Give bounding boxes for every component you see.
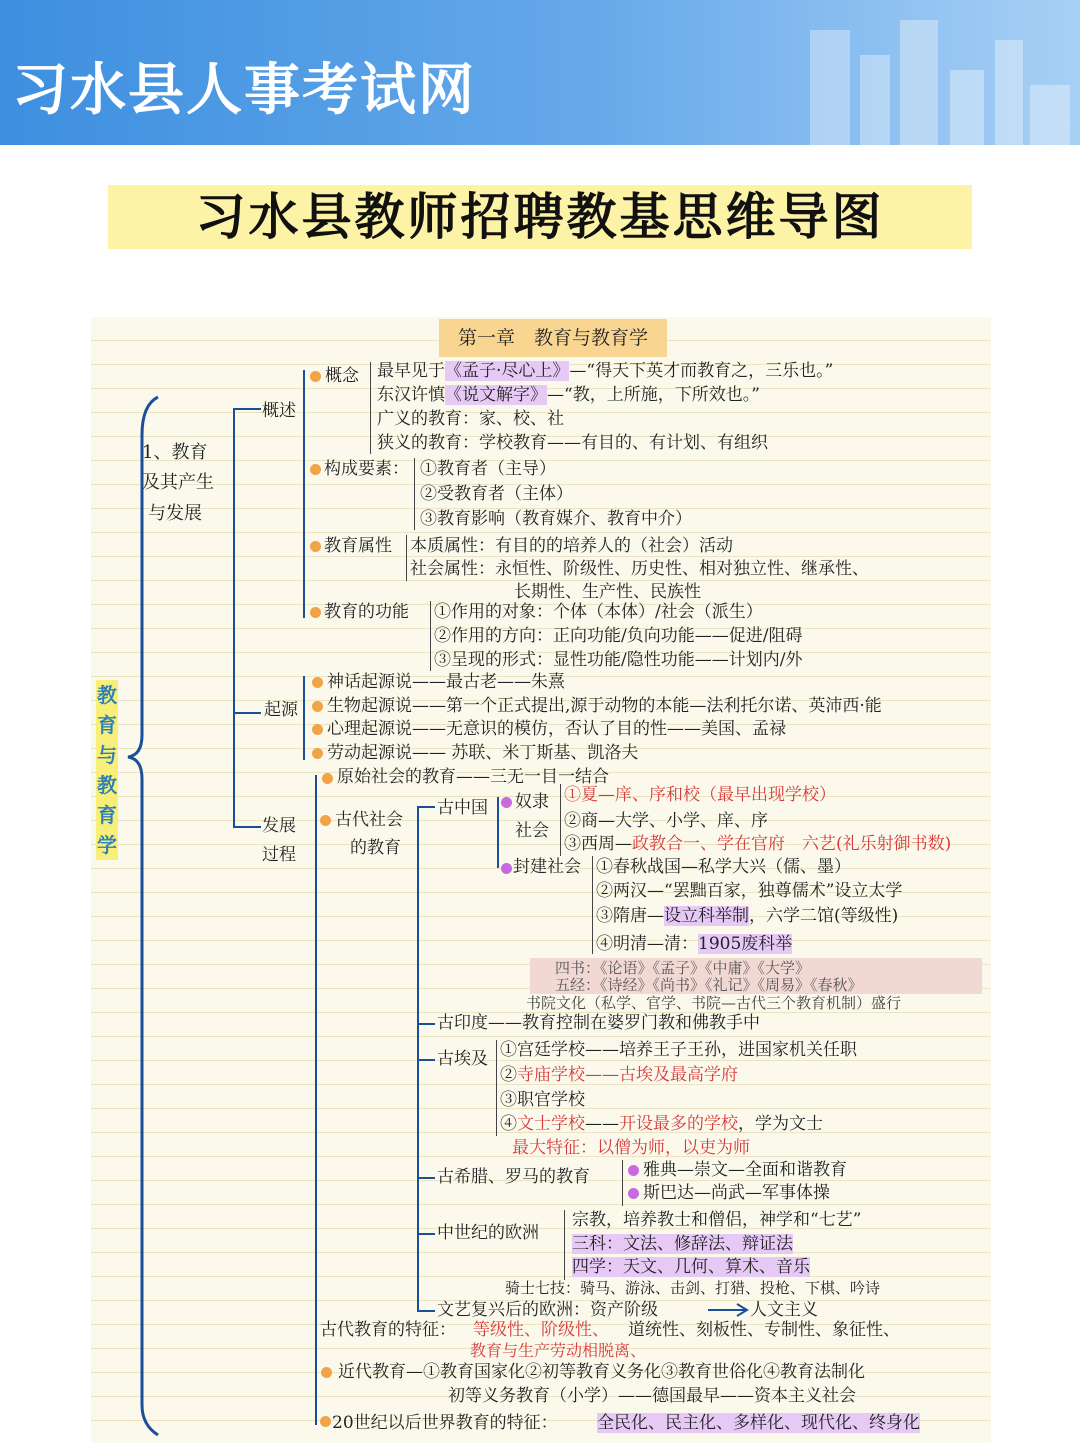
greece-rome-label: 古希腊、罗马的教育 — [437, 1167, 590, 1187]
ancient-features-red: 教育与生产劳动相脱离、 — [470, 1341, 647, 1360]
bullet-dot — [320, 1416, 331, 1427]
renaissance-result: 人文主义 — [750, 1300, 818, 1320]
five-classics: 五经：《诗经》《尚书》《礼记》《周易》《春秋》 — [555, 976, 863, 994]
bullet-dot — [322, 773, 333, 784]
func-line: ①作用的对象：个体（本体）/社会（派生） — [434, 602, 763, 622]
development-connector — [315, 775, 317, 1425]
element-item: ①教育者（主导） — [420, 459, 556, 479]
connector — [417, 1233, 435, 1235]
egypt-item: ②寺庙学校——古埃及最高学府 — [500, 1065, 738, 1085]
knight-skills: 骑士七技：骑马、游泳、击剑、打猎、投枪、下棋、吟诗 — [505, 1279, 881, 1297]
concept-line: 最早见于《孟子·尽心上》—“得天下英才而教育之，三乐也。” — [377, 361, 834, 381]
bullet-dot — [321, 1367, 332, 1378]
func-line: ③呈现的形式：显性功能/隐性功能——计划内/外 — [434, 650, 803, 670]
connector — [417, 1023, 435, 1025]
bullet-dot — [312, 748, 323, 759]
bullet-dot — [312, 701, 323, 712]
page-title: 习水县教师招聘教基思维导图 — [195, 187, 885, 246]
origin-connector — [303, 676, 305, 760]
bullet-dot — [310, 464, 321, 475]
egypt-item: ①宫廷学校——培养王子王孙，进国家机关任职 — [500, 1040, 857, 1060]
slave-label-line2: 社会 — [515, 821, 549, 841]
connector — [233, 826, 261, 828]
feudal-item: ①春秋战国—私学大兴（儒、墨） — [596, 857, 851, 877]
feudal-label: 封建社会 — [513, 857, 581, 877]
root-label: 教 育 与 教 育 学 — [96, 680, 118, 860]
site-name: 习水县人事考试网 — [12, 58, 476, 123]
medieval-line: 四学：天文、几何、算术、音乐 — [572, 1257, 810, 1277]
ancient-features: 等级性、阶级性、 — [473, 1320, 609, 1340]
development-label-line1: 发展 — [262, 816, 296, 836]
header-banner — [0, 0, 1080, 145]
bracket — [622, 1160, 623, 1206]
section-label-line2: 及其产生 — [142, 472, 214, 493]
attr-label: 教育属性 — [324, 536, 392, 556]
origin-item: 心理起源说——无意识的模仿，否认了目的性——美国、孟禄 — [327, 719, 786, 739]
bracket — [592, 856, 593, 954]
origin-item: 劳动起源说—— 苏联、米丁斯基、凯洛夫 — [327, 743, 639, 763]
feudal-item: ③隋唐—设立科举制，六学二馆(等级性) — [596, 906, 899, 926]
root-brace — [124, 395, 164, 1440]
slave-item: ②商—大学、小学、庠、序 — [564, 811, 768, 831]
china-connector — [497, 797, 499, 868]
connector — [233, 408, 261, 410]
ancient-features-label: 古代教育的特征： — [320, 1320, 456, 1340]
modern-education: 近代教育—①教育国家化②初等教育义务化③教育世俗化④教育法制化 — [338, 1362, 865, 1382]
bracket — [430, 601, 431, 671]
medieval-line: 宗教，培养教士和僧侣，神学和“七艺” — [572, 1210, 862, 1230]
bullet-dot — [312, 724, 323, 735]
origin-item: 神话起源说——最古老——朱熹 — [327, 672, 565, 692]
egypt-feature: 最大特征：以僧为师，以吏为师 — [512, 1138, 750, 1158]
element-item: ③教育影响（教育媒介、教育中介） — [420, 509, 692, 529]
connector — [417, 806, 435, 808]
bracket — [414, 458, 415, 530]
feudal-item: ②两汉—“罢黜百家，独尊儒术”设立太学 — [596, 881, 903, 901]
slave-label-line1: 奴隶 — [515, 792, 549, 812]
bullet-dot — [310, 371, 321, 382]
four-books: 四书：《论语》《孟子》《中庸》《大学》 — [555, 959, 811, 977]
concept-line: 东汉许慎《说文解字》—“教，上所施，下所效也。” — [377, 385, 760, 405]
attr-line: 长期性、生产性、民族性 — [514, 582, 701, 602]
ancient-features-rest: 道统性、刻板性、专制性、象征性、 — [628, 1320, 900, 1340]
egypt-item: ④文士学校——开设最多的学校，学为文士 — [500, 1114, 823, 1134]
greece-item: 雅典—崇文—全面和谐教育 — [643, 1160, 847, 1180]
bullet-dot — [312, 677, 323, 688]
bullet-dot — [628, 1165, 639, 1176]
bracket — [560, 784, 561, 856]
bullet-dot — [501, 797, 512, 808]
element-item: ②受教育者（主体） — [420, 484, 573, 504]
bracket — [406, 535, 407, 581]
bullet-dot — [310, 541, 321, 552]
section-label-line1: 1、教育 — [142, 442, 208, 463]
academy-culture: 书院文化（私学、官学、书院—古代三个教育机制）盛行 — [526, 994, 902, 1012]
connector — [417, 1177, 435, 1179]
bracket — [496, 1040, 497, 1136]
concept-line: 狭义的教育：学校教育——有目的、有计划、有组织 — [377, 433, 768, 453]
feudal-item: ④明清—清：1905废科举 — [596, 934, 793, 954]
elements-label: 构成要素： — [324, 459, 409, 479]
connector — [417, 1310, 435, 1312]
medieval-line: 三科：文法、修辞法、辩证法 — [572, 1234, 793, 1254]
egypt-label: 古埃及 — [437, 1049, 488, 1069]
concept-line: 广义的教育：家、校、社 — [377, 409, 564, 429]
attr-line: 社会属性：永恒性、阶级性、历史性、相对独立性、继承性、 — [410, 559, 869, 579]
bullet-dot — [310, 607, 321, 618]
attr-line: 本质属性：有目的的培养人的（社会）活动 — [410, 536, 733, 556]
c20-features: 全民化、民主化、多样化、现代化、终身化 — [597, 1413, 920, 1433]
overview-connector — [303, 370, 305, 618]
bullet-dot — [501, 863, 512, 874]
modern-sub: 初等义务教育（小学）——德国最早——资本主义社会 — [448, 1386, 856, 1406]
ancient-china-label: 古中国 — [437, 798, 488, 818]
ancient-label-line2: 的教育 — [350, 838, 401, 858]
bullet-dot — [320, 815, 331, 826]
func-label: 教育的功能 — [324, 602, 409, 622]
func-line: ②作用的方向：正向功能/负向功能——促进/阻碍 — [434, 626, 803, 646]
development-label-line2: 过程 — [262, 845, 296, 865]
city-skyline-decoration — [560, 0, 1080, 145]
connector — [417, 1059, 435, 1061]
concept-label: 概念 — [325, 366, 359, 386]
renaissance: 文艺复兴后的欧洲：资产阶级 — [437, 1300, 658, 1320]
greece-item: 斯巴达—尚武—军事体操 — [643, 1183, 830, 1203]
overview-label: 概述 — [262, 401, 296, 421]
ancient-label-line1: 古代社会 — [335, 810, 403, 830]
ancient-india: 古印度——教育控制在婆罗门教和佛教手中 — [437, 1013, 760, 1033]
c20-label: 20世纪以后世界教育的特征： — [332, 1413, 558, 1433]
bracket — [370, 362, 371, 454]
section-label-line3: 与发展 — [148, 503, 202, 524]
bullet-dot — [628, 1188, 639, 1199]
origin-label: 起源 — [264, 700, 298, 720]
chapter-heading: 第一章 教育与教育学 — [439, 319, 667, 357]
origin-item: 生物起源说——第一个正式提出,源于动物的本能—法利托尔诺、英沛西·能 — [327, 696, 882, 716]
connector — [233, 712, 261, 714]
bracket — [564, 1210, 565, 1280]
slave-item: ①夏—庠、序和校（最早出现学校） — [564, 785, 836, 805]
medieval-label: 中世纪的欧洲 — [437, 1223, 539, 1243]
level1-connector — [233, 408, 235, 826]
arrow-icon — [707, 1302, 749, 1318]
slave-item: ③西周—政教合一、学在官府 六艺(礼乐射御书数) — [564, 834, 952, 854]
egypt-item: ③职官学校 — [500, 1090, 585, 1110]
primitive-education: 原始社会的教育——三无一目一结合 — [337, 767, 609, 787]
